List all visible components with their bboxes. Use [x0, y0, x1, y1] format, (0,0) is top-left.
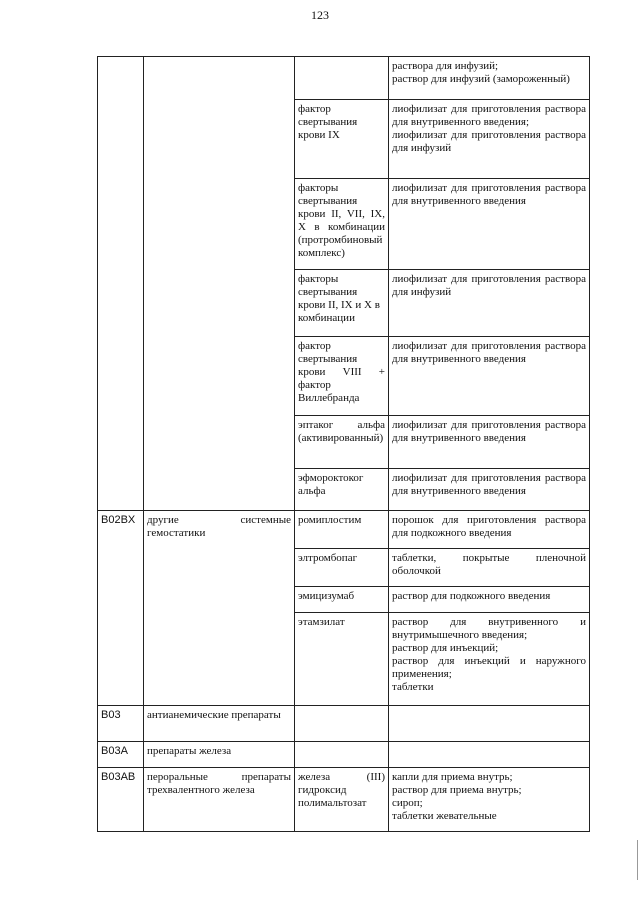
drug-name-cell: факторы свертывания крови II, IX и X в комбинации — [295, 270, 389, 337]
table-row — [98, 57, 590, 100]
dosage-form-cell — [389, 706, 590, 742]
drug-name-cell: ромиплостим — [295, 511, 389, 549]
dosage-form-cell: раствор для подкожного введения — [389, 587, 590, 613]
drug-name-cell: элтромбопаг — [295, 549, 389, 587]
atc-code-cell: B03AB — [98, 768, 144, 832]
dosage-form-cell: лиофилизат для приготовления раствора для внутривенного введения — [389, 337, 590, 416]
drug-name-cell: факторы свертывания крови II, VII, IX, X в комбинации (протромбиновый комплекс) — [295, 179, 389, 270]
drug-name-cell: фактор свертывания крови VIII + фактор Виллебранда — [295, 337, 389, 416]
drug-name-cell: эптаког альфа (активированный) — [295, 416, 389, 469]
dosage-form-cell: таблетки, покрытые пленочной оболочкой — [389, 549, 590, 587]
dosage-form-cell: порошок для приготовления раствора для подкожного введения — [389, 511, 590, 549]
scan-edge-mark — [637, 840, 638, 880]
dosage-form-cell — [389, 742, 590, 768]
table-row — [98, 511, 590, 549]
dosage-form-cell: капли для приема внутрь; раствор для приема внутрь; сироп; таблетки жевательные — [389, 768, 590, 832]
dosage-form-cell: раствора для инфузий; раствор для инфузий (замороженный) — [389, 57, 590, 100]
drug-table — [97, 56, 590, 832]
drug-name-cell: железа (III) гидроксид полимальтозат — [295, 768, 389, 832]
group-cell: препараты железа — [144, 742, 295, 768]
dosage-form-cell: лиофилизат для приготовления раствора для внутривенного введения; лиофилизат для приготовления раствора для инфузий — [389, 100, 590, 179]
group-cell: пероральные препараты трехвалентного железа — [144, 768, 295, 832]
dosage-form-cell: лиофилизат для приготовления раствора для инфузий — [389, 270, 590, 337]
dosage-form-cell: лиофилизат для приготовления раствора для внутривенного введения — [389, 416, 590, 469]
group-cell — [144, 57, 295, 511]
table-row — [98, 768, 590, 832]
drug-name-cell: эмицизумаб — [295, 587, 389, 613]
page-number: 123 — [311, 8, 329, 22]
dosage-form-cell: раствор для внутривенного и внутримышечного введения; раствор для инъекций; раствор для инъекций и наружного применения; таблетки — [389, 613, 590, 706]
drug-name-cell — [295, 742, 389, 768]
table-row — [98, 742, 590, 768]
atc-code-cell: B03 — [98, 706, 144, 742]
drug-name-cell — [295, 57, 389, 100]
drug-name-cell: эфмороктоког альфа — [295, 469, 389, 511]
drug-name-cell: этамзилат — [295, 613, 389, 706]
dosage-form-cell: лиофилизат для приготовления раствора для внутривенного введения — [389, 469, 590, 511]
atc-code-cell: B03A — [98, 742, 144, 768]
group-cell: антианемические препараты — [144, 706, 295, 742]
drug-name-cell: фактор свертывания крови IX — [295, 100, 389, 179]
dosage-form-cell: лиофилизат для приготовления раствора для внутривенного введения — [389, 179, 590, 270]
drug-name-cell — [295, 706, 389, 742]
group-cell: другие системные гемостатики — [144, 511, 295, 706]
atc-code-cell — [98, 57, 144, 511]
atc-code-cell: B02BX — [98, 511, 144, 706]
table-row — [98, 706, 590, 742]
